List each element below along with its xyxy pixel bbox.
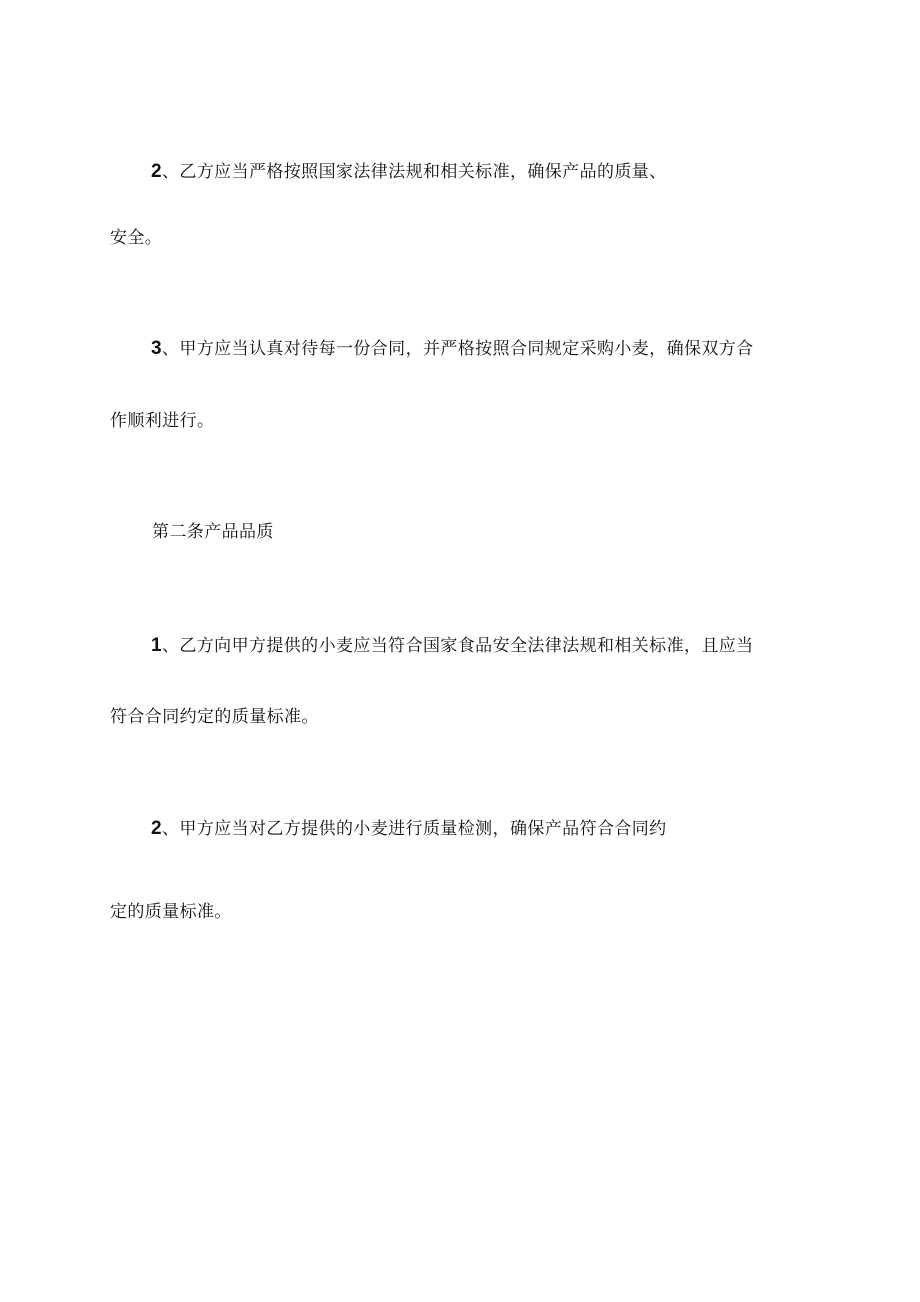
paragraph-4-text: 、甲方应当对乙方提供的小麦进行质量检测，确保产品符合合同约 [161,819,667,839]
paragraph-2-line-2: 作顺利进行。 [110,411,215,431]
paragraph-4-line-1 [151,818,667,840]
paragraph-2-line-1 [151,338,754,360]
paragraph-4-line-2: 定的质量标准。 [110,902,232,922]
paragraph-3-number: 1 [151,635,162,656]
paragraph-3-text: 、乙方向甲方提供的小麦应当符合国家食品安全法律法规和相关标准，且应当 [161,636,754,656]
paragraph-3-line-1 [151,635,754,657]
paragraph-1-text: 、乙方应当严格按照国家法律法规和相关标准，确保产品的质量、 [161,162,667,182]
paragraph-2-text: 、甲方应当认真对待每一份合同，并严格按照合同规定采购小麦，确保双方合 [161,339,754,359]
paragraph-1-line-2: 安全。 [110,228,163,248]
paragraph-1-number: 2 [151,161,162,182]
paragraph-2-number: 3 [151,338,162,359]
paragraph-1-line-1 [151,161,667,183]
section-heading: 第二条产品品质 [152,522,274,542]
paragraph-4-number: 2 [151,818,162,839]
paragraph-3-line-2: 符合合同约定的质量标准。 [110,707,319,727]
